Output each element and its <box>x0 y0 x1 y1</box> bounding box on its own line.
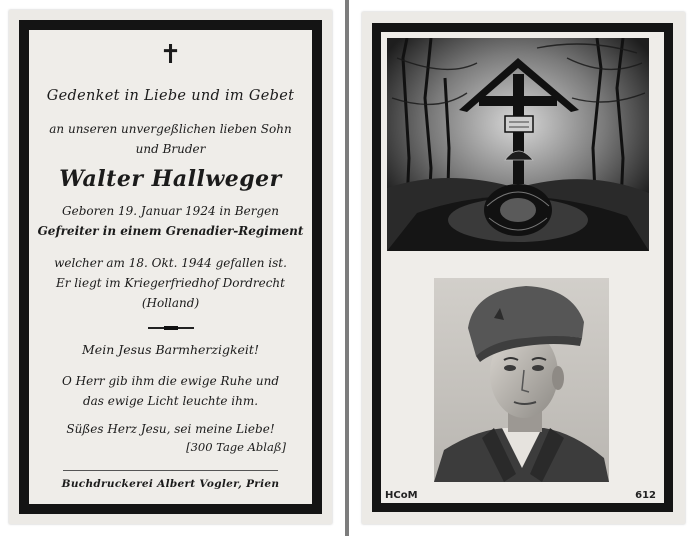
cross-icon: ✝ <box>159 40 182 70</box>
ornamental-separator <box>148 327 194 329</box>
military-rank: Gefreiter in einem Grenadier-Regiment <box>37 224 304 238</box>
prayer-line-2a: O Herr gib ihm die ewige Ruhe und <box>61 374 280 388</box>
black-mourning-border <box>19 20 322 514</box>
prayer-line-3: Süßes Herz Jesu, sei meine Liebe! <box>66 422 275 436</box>
scan-divider <box>345 0 349 536</box>
printer-divider <box>63 470 278 471</box>
remembrance-heading: Gedenket in Liebe und im Gebet <box>46 88 295 104</box>
memorial-card-image-side <box>362 12 685 524</box>
burial-info: Er liegt im Kriegerfriedhof Dordrecht <box>56 276 285 290</box>
birth-info: Geboren 19. Januar 1924 in Bergen <box>62 204 279 218</box>
dedication-line-2: und Bruder <box>135 142 206 156</box>
prayer-line-2b: das ewige Licht leuchte ihm. <box>82 394 259 408</box>
portrait-drawing <box>434 278 609 482</box>
soldier-portrait <box>434 278 609 482</box>
card-text <box>29 30 312 504</box>
burial-country: (Holland) <box>141 296 200 310</box>
card-number: 612 <box>635 490 656 501</box>
black-mourning-border <box>372 23 673 512</box>
indulgence-note: [300 Tage Ablaß] <box>186 440 286 454</box>
prayer-line-1: Mein Jesus Barmherzigkeit! <box>82 342 259 357</box>
death-info: welcher am 18. Okt. 1944 gefallen ist. <box>54 256 287 270</box>
publisher-mark: HCoM <box>385 490 418 501</box>
printer-imprint: Buchdruckerei Albert Vogler, Prien <box>61 478 280 490</box>
deceased-name: Walter Hallweger <box>59 166 282 192</box>
soldier-grave-drawing <box>387 38 649 251</box>
grave-illustration <box>387 38 649 251</box>
dedication-line: an unseren unvergeßlichen lieben Sohn <box>49 122 292 136</box>
memorial-card-text-side <box>9 10 332 524</box>
